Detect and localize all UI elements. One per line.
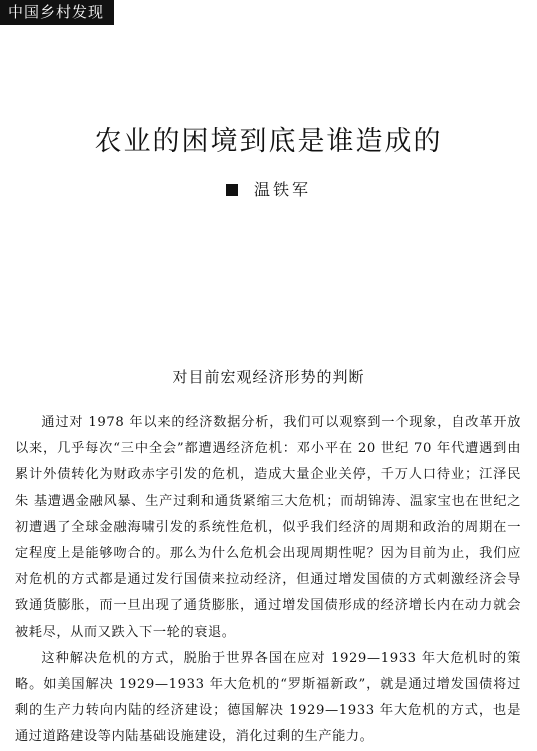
section-heading: 对目前宏观经济形势的判断 — [172, 368, 365, 386]
article-title: 农业的困境到底是谁造成的 — [94, 126, 443, 157]
section-tag: 中国乡村发现 — [0, 0, 114, 25]
author-name: 温铁军 — [253, 180, 311, 199]
article-body — [15, 410, 521, 751]
square-bullet-icon — [226, 184, 238, 196]
paragraph-1: 通过对 1978 年以来的经济数据分析，我们可以观察到一个现象，自改革开放以来，几乎每次“三中全会”都遭遇经济危机：邓小平在 20 世纪 70 年代遭遇到由累计外债转化为财政赤字引发的危机，造成大量企业关停，千万人口待业；江泽民朱 基遭遇金融风暴、生产过剩和通货紧缩三大危机；而胡锦涛、温家宝也在世纪之初遭遇了全球金融海啸引发的系统性危机，似乎我们经济的周期和政治的周期在一定程度上是能够吻合的。那么为什么危机会出现周期性呢？因为目前为止，我们应对危机的方式都是通过发行国债来拉动经济，但通过增发国债的方式刺激经济会导致通货膨胀，而一旦出现了通货膨胀，通过增发国债形成的经济增长内在动力就会被耗尽，从而又跌入下一轮的衰退。 — [15, 415, 521, 640]
paragraph-2: 这种解决危机的方式，脱胎于世界各国在应对 1929—1933 年大危机时的策略。如美国解决 1929—1933 年大危机的“罗斯福新政”，就是通过增发国债将过剩的生产力转向内陆的经济建设；德国解决 1929—1933 年大危机的方式，也是通过道路建设等内陆基础设施建设，消化过剩的生产能力。 — [15, 650, 521, 745]
byline — [0, 180, 537, 200]
